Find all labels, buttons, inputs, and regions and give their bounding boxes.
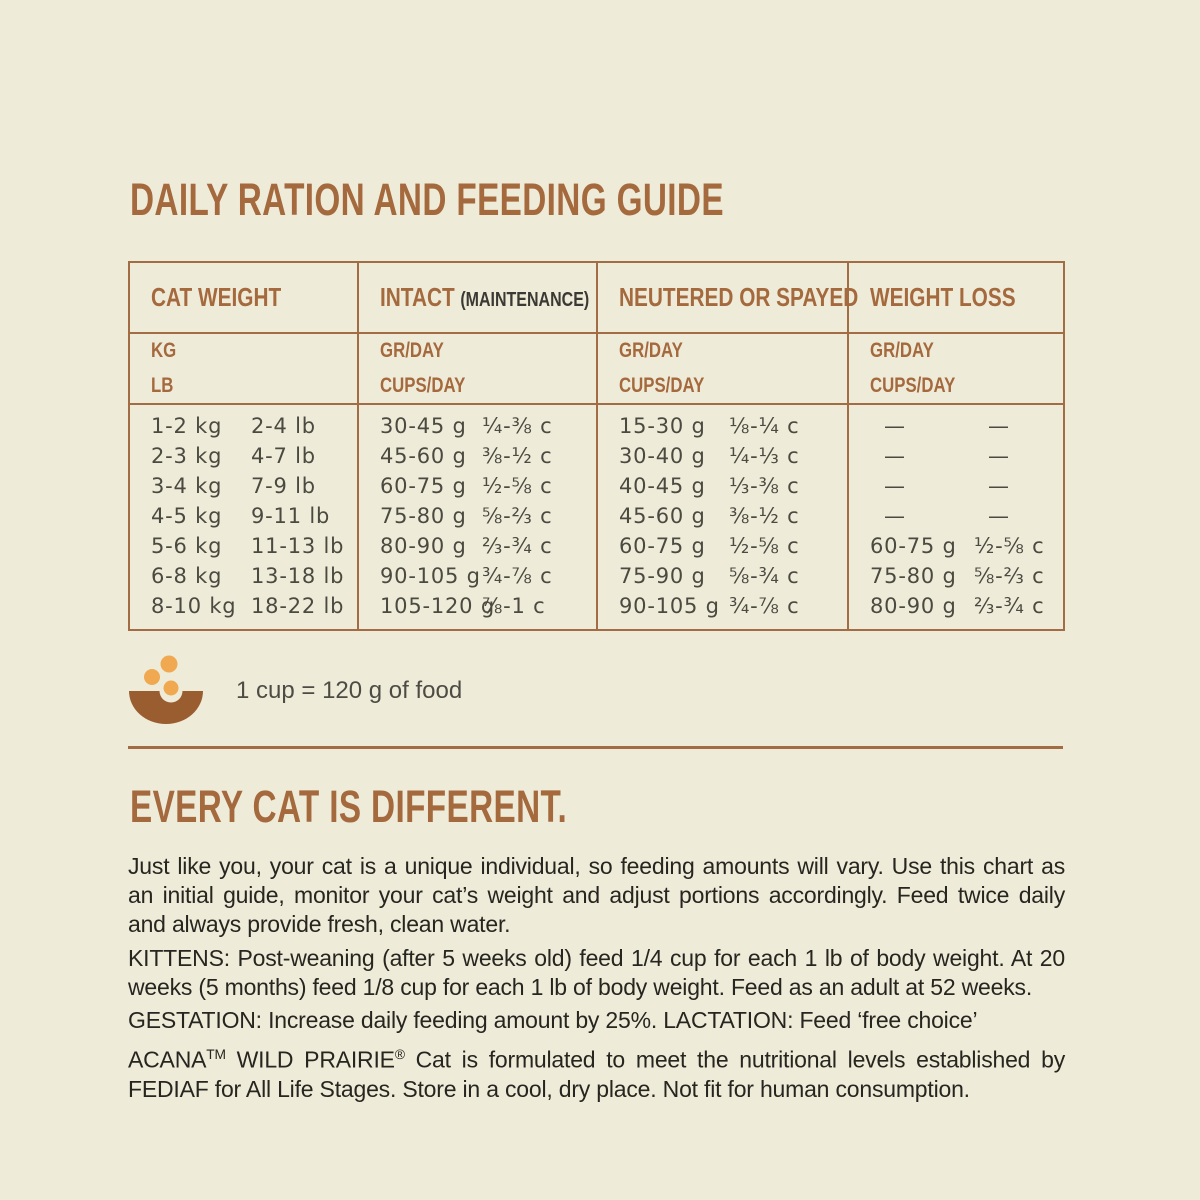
col-header-note: (MAINTENANCE)	[460, 289, 590, 311]
food-bowl-icon	[128, 649, 206, 727]
col-header-weight-loss	[847, 263, 1063, 332]
paragraph-gestation-lactation: GESTATION: Increase daily feeding amount by 25%. LACTATION: Feed ‘free choice’	[128, 1007, 978, 1033]
table-row: 30-40 g ¼-⅓ c	[619, 444, 800, 468]
col-header-label: WEIGHT LOSS	[870, 282, 1016, 312]
divider-rule	[128, 746, 1063, 749]
table-row: 80-90 g ⅔-¾ c	[870, 594, 1045, 618]
table-row: 30-45 g ¼-⅜ c	[380, 414, 553, 438]
table-row: 3-4 kg 7-9 lb	[151, 474, 316, 498]
col-header-cat-weight	[130, 263, 357, 332]
brand-name: ACANA	[128, 1046, 207, 1073]
registered-symbol: ®	[394, 1047, 405, 1062]
table-row: 60-75 g ½-⅝ c	[870, 534, 1045, 558]
table-row: 45-60 g ⅜-½ c	[380, 444, 553, 468]
subheader-cups-day: CUPS/DAY	[619, 373, 705, 397]
table-row: 40-45 g ⅓-⅜ c	[619, 474, 800, 498]
page-title-text: DAILY RATION AND FEEDING GUIDE	[130, 174, 724, 225]
page-title	[130, 174, 933, 226]
paragraph-intro: Just like you, your cat is a unique individual, so feeding amounts will vary. Use this chart as an initial guide, monitor your cat’s weight and adjust portions accordingly. Feed twice daily and always provide fresh, clean water.	[128, 853, 1065, 937]
subheader-weight-loss	[847, 332, 1063, 403]
paragraph-formulation	[128, 1040, 1065, 1104]
subheader-cups-day: CUPS/DAY	[870, 373, 956, 397]
body-intact	[357, 403, 596, 629]
subheader-neutered	[596, 332, 847, 403]
formulation-text: Cat is formulated to meet the nutritional levels established by FEDIAF for All Life Stages. Store in a cool, dry place. Not fit for human consumption.	[128, 1046, 1066, 1102]
table-row: 90-105 g ¾-⅞ c	[380, 564, 553, 588]
table-row: 75-90 g ⅝-¾ c	[619, 564, 800, 588]
feeding-guide-table	[128, 261, 1065, 631]
subheader-gr-day: GR/DAY	[619, 339, 683, 363]
col-header-intact	[357, 263, 596, 332]
col-header-neutered	[596, 263, 859, 332]
table-row: 4-5 kg 9-11 lb	[151, 504, 331, 528]
table-row: 105-120 g ⅞-1 c	[380, 594, 546, 618]
cup-equivalence-note: 1 cup = 120 g of food	[236, 677, 463, 704]
table-row: 6-8 kg 13-18 lb	[151, 564, 345, 588]
subheader-cups-day: CUPS/DAY	[380, 373, 466, 397]
paragraph-kittens: KITTENS: Post-weaning (after 5 weeks old) feed 1/4 cup for each 1 lb of body weight. At 20 weeks (5 months) feed 1/8 cup for each 1 lb of body weight. Feed as an adult at 52 weeks.	[128, 945, 1065, 1000]
table-row: 15-30 g ⅛-¼ c	[619, 414, 800, 438]
table-row: 45-60 g ⅜-½ c	[619, 504, 800, 528]
table-row: 80-90 g ⅔-¾ c	[380, 534, 553, 558]
product-line: WILD PRAIRIE	[225, 1046, 395, 1073]
body-neutered	[596, 403, 847, 629]
table-row: 5-6 kg 11-13 lb	[151, 534, 345, 558]
table-row: 90-105 g ¾-⅞ c	[619, 594, 800, 618]
subheader-lb: LB	[151, 373, 174, 397]
table-row: — —	[884, 414, 1010, 438]
table-row: 75-80 g ⅝-⅔ c	[380, 504, 553, 528]
table-row: 75-80 g ⅝-⅔ c	[870, 564, 1045, 588]
table-row: — —	[884, 474, 1010, 498]
body-weight-loss	[847, 403, 1063, 629]
table-row: 8-10 kg 18-22 lb	[151, 594, 345, 618]
table-row: 2-3 kg 4-7 lb	[151, 444, 316, 468]
table-row: 60-75 g ½-⅝ c	[380, 474, 553, 498]
table-row: 1-2 kg 2-4 lb	[151, 414, 316, 438]
subheader-kg: KG	[151, 339, 177, 363]
trademark-symbol: TM	[206, 1047, 226, 1062]
table-row: — —	[884, 444, 1010, 468]
subheader-intact	[357, 332, 596, 403]
section-heading	[130, 781, 721, 833]
col-header-label: NEUTERED OR SPAYED	[619, 282, 859, 312]
body-cat-weight	[130, 403, 357, 629]
section-heading-text: EVERY CAT IS DIFFERENT.	[130, 781, 568, 832]
col-header-label: INTACT	[380, 282, 455, 312]
table-row: — —	[884, 504, 1010, 528]
subheader-cat-weight	[130, 332, 357, 403]
table-row: 60-75 g ½-⅝ c	[619, 534, 800, 558]
subheader-gr-day: GR/DAY	[870, 339, 934, 363]
col-header-label: CAT WEIGHT	[151, 282, 282, 312]
subheader-gr-day: GR/DAY	[380, 339, 444, 363]
